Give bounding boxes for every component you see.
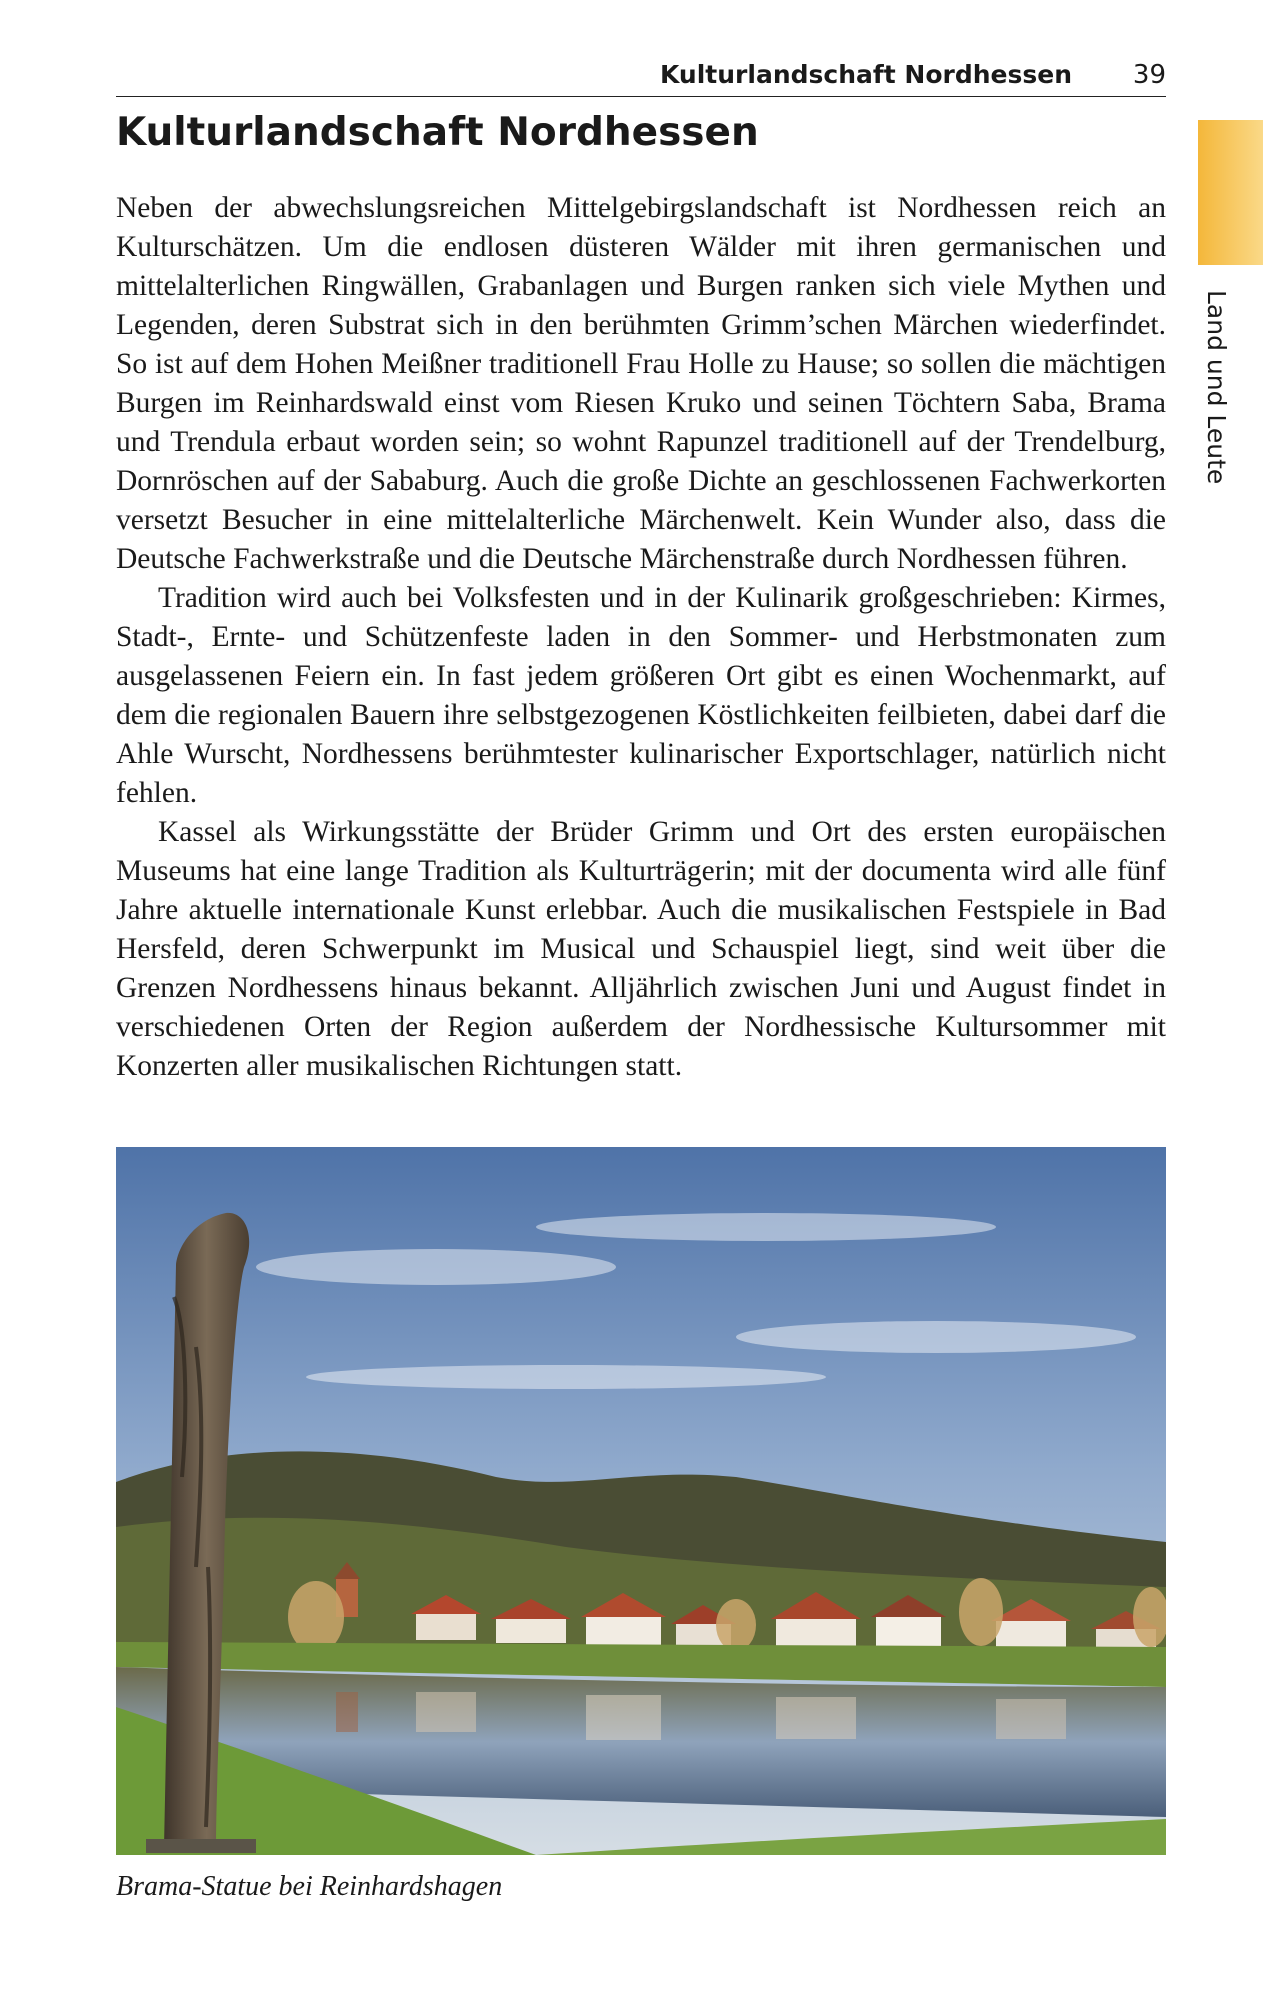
running-header-title: Kulturlandschaft Nordhessen: [660, 60, 1072, 89]
photo-illustration: [116, 1147, 1166, 1855]
chapter-side-label: Land und Leute: [1202, 290, 1231, 485]
landscape-photo: [116, 1147, 1166, 1855]
page-number: 39: [1132, 60, 1166, 90]
article-body: [116, 189, 1166, 1086]
running-header: [116, 60, 1166, 97]
section-heading: Kulturlandschaft Nordhessen: [116, 110, 759, 155]
paragraph: Neben der abwechslungsreichen Mittelgebirgslandschaft ist Nordhessen reich an Kulturschätzen. Um die endlosen düsteren Wälder mit ihren germanischen und mittelalterlichen Ringwällen, Grabanlagen und Burgen ranken sich viele Mythen und Legenden, deren Substrat sich in den berühmten Grimm’schen Märchen wiederfindet. So ist auf dem Hohen Meißner traditionell Frau Holle zu Hause; so sollen die mächtigen Burgen im Reinhardswald einst vom Riesen Kruko und seinen Töchtern Saba, Brama und Trendula erbaut worden sein; so wohnt Rapunzel traditionell auf der Trendelburg, Dornröschen auf der Sababurg. Auch die große Dichte an geschlossenen Fachwerkorten versetzt Besucher in eine mittelalterliche Märchenwelt. Kein Wunder also, dass die Deutsche Fachwerkstraße und die Deutsche Märchenstraße durch Nordhessen führen.: [116, 192, 1166, 575]
chapter-thumb-tab: [1198, 120, 1263, 265]
paragraph: Tradition wird auch bei Volksfesten und in der Kulinarik großgeschrieben: Kirmes, Stadt-, Ernte- und Schützenfeste laden in den Sommer- und Herbstmonaten zum ausgelassenen Feiern ein. In fast jedem größeren Ort gibt es einen Wochenmarkt, auf dem die regionalen Bauern ihre selbstgezogenen Köstlichkeiten feilbieten, dabei darf die Ahle Wurscht, Nordhessens berühmtester kulinarischer Exportschlager, natürlich nicht fehlen.: [116, 582, 1166, 809]
paragraph: Kassel als Wirkungsstätte der Brüder Grimm und Ort des ersten europäischen Museums hat eine lange Tradition als Kulturträgerin; mit der documenta wird alle fünf Jahre aktuelle internationale Kunst erlebbar. Auch die musikalischen Festspiele in Bad Hersfeld, deren Schwerpunkt im Musical und Schauspiel liegt, sind weit über die Grenzen Nordhessens hinaus bekannt. Alljährlich zwischen Juni und August findet in verschiedenen Orten der Region außerdem der Nordhessische Kultursommer mit Konzerten aller musikalischen Richtungen statt.: [116, 816, 1166, 1082]
photo-caption: Brama-Statue bei Reinhardshagen: [116, 1871, 503, 1902]
